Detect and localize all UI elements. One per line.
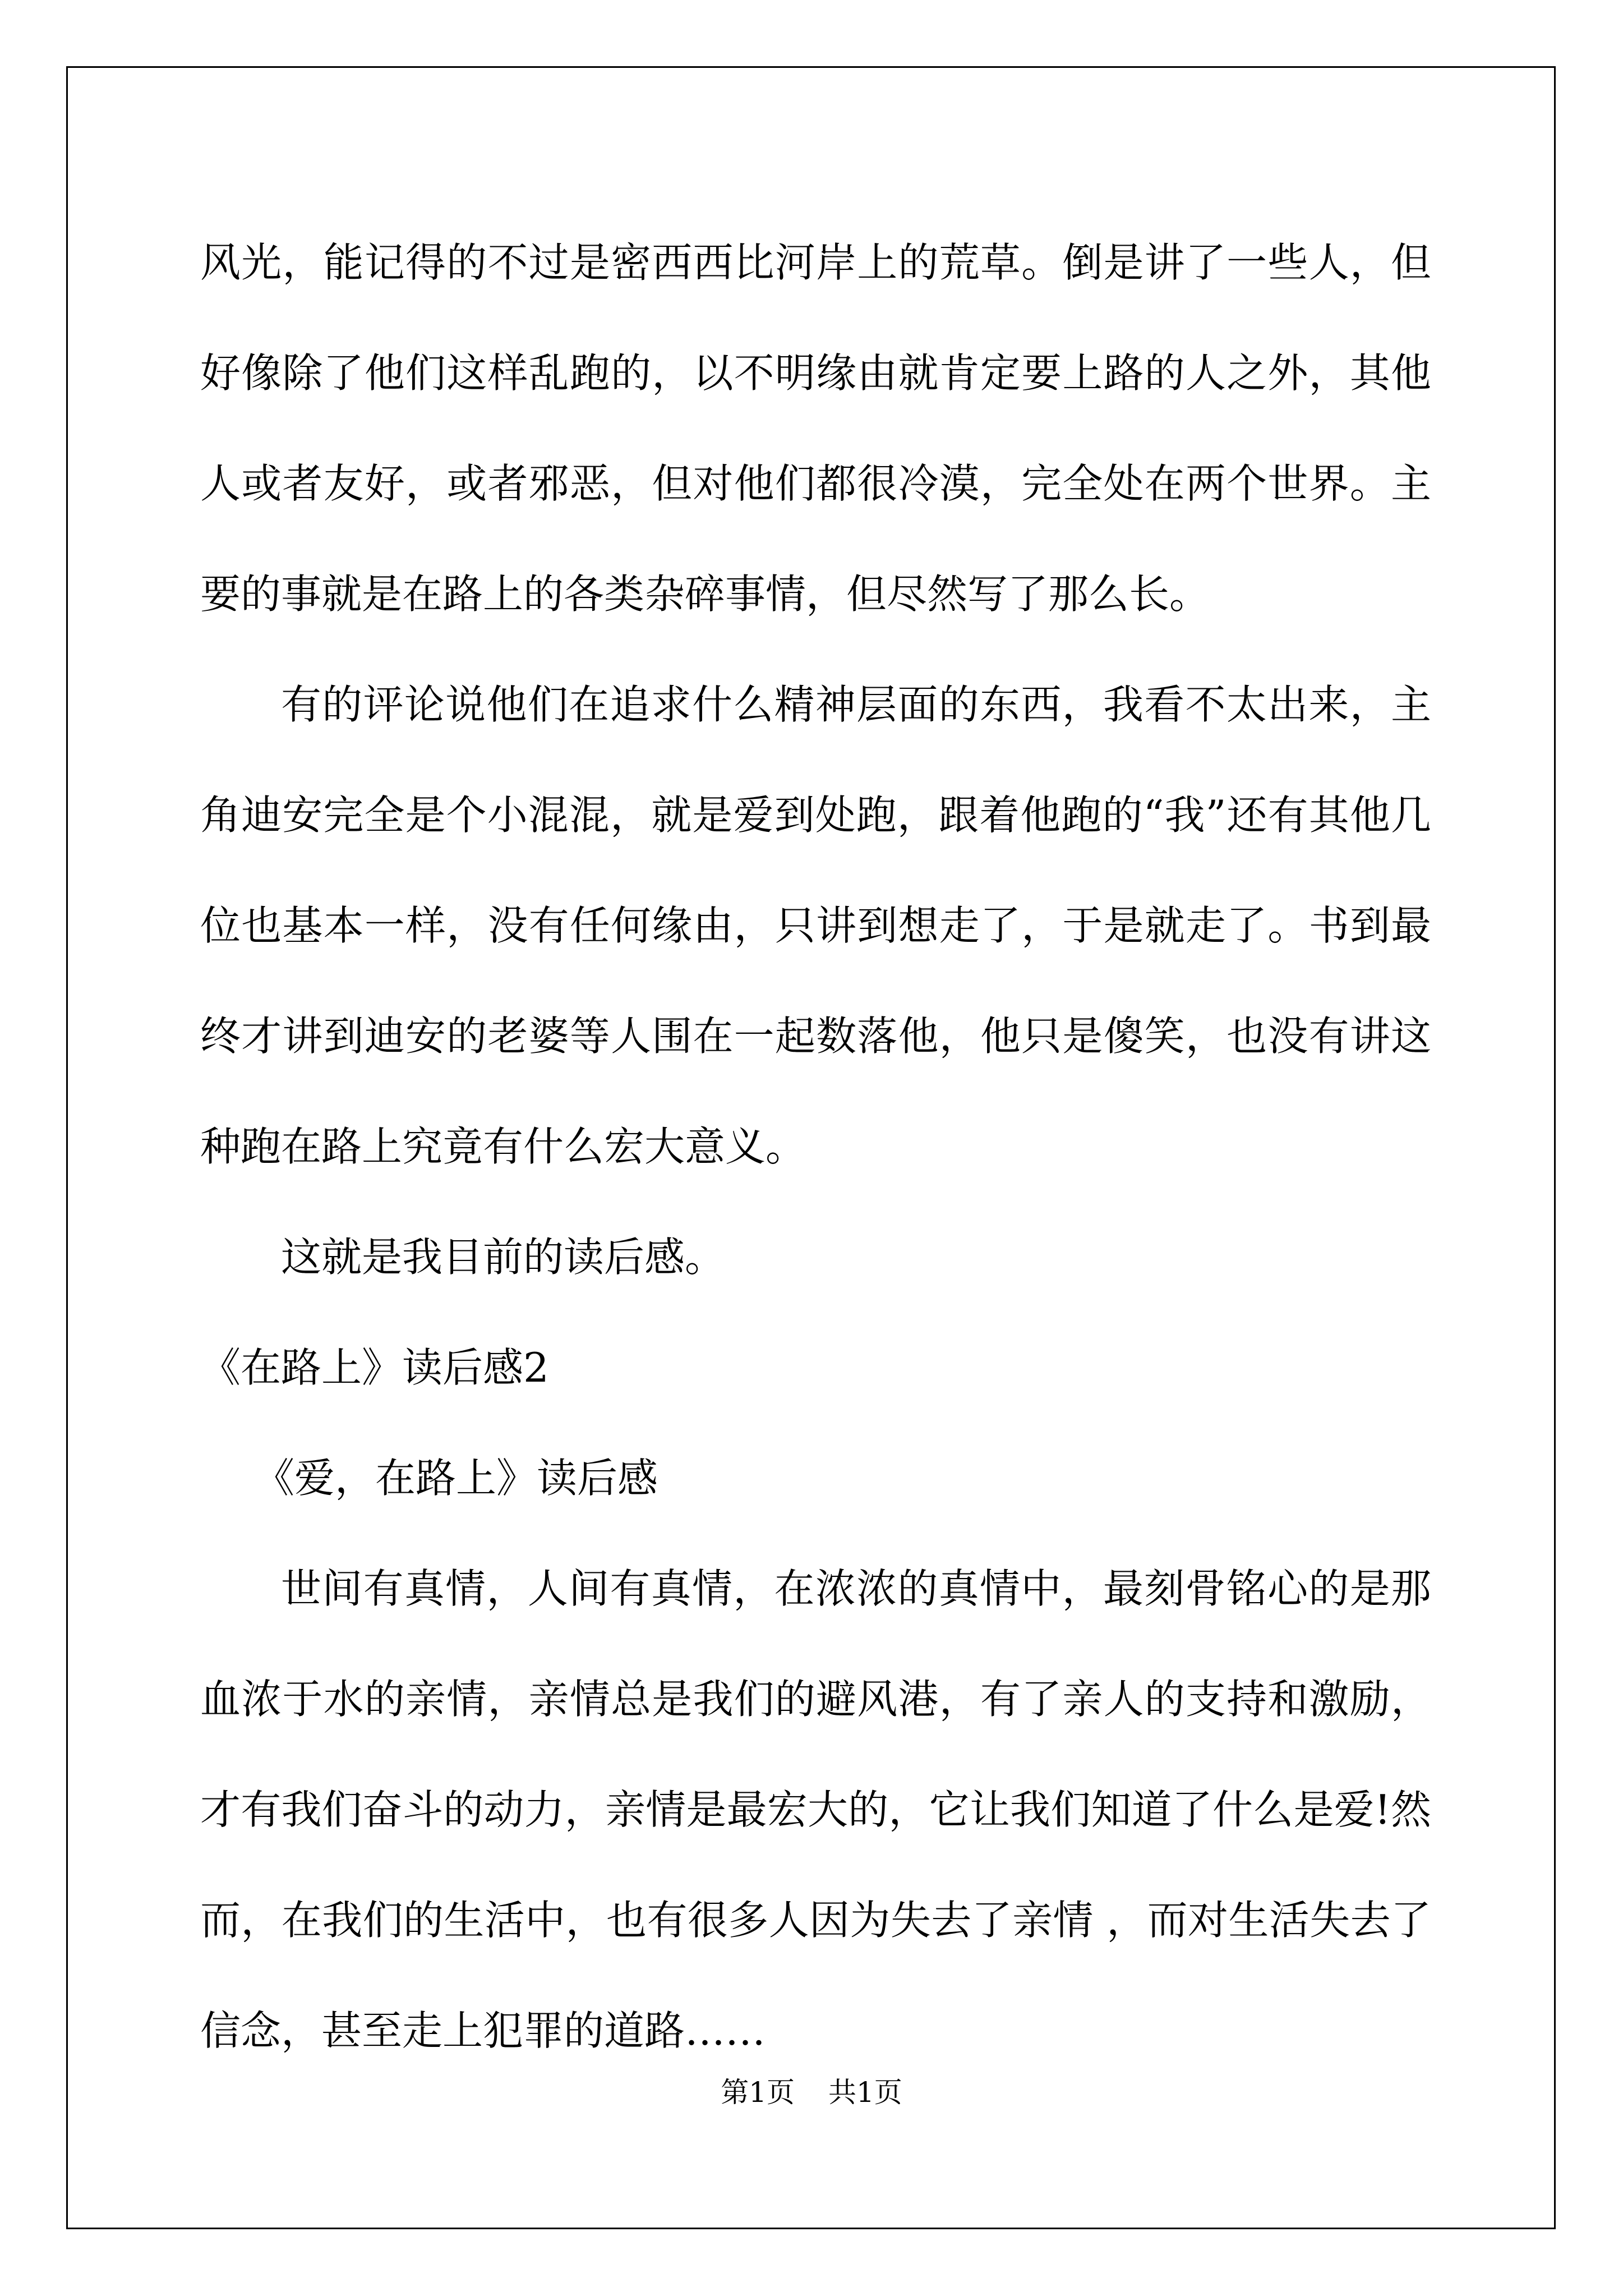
document-body [200,208,1431,2086]
paragraph-1: 风光，能记得的不过是密西西比河岸上的荒草。倒是讲了一些人，但好像除了他们这样乱跑的，以不明缘由就肯定要上路的人之外，其他人或者友好，或者邪恶，但对他们都很冷漠，完全处在两个世界。主要的事就是在路上的各类杂碎事情，但尽然写了那么长。 [200,239,1431,618]
page-number-current: 第1页 [721,2076,795,2109]
paragraph-2: 有的评论说他们在追求什么精神层面的东西，我看不太出来，主角迪安完全是个小混混，就是爱到处跑，跟着他跑的“我”还有其他几位也基本一样，没有任何缘由，只讲到想走了，于是就走了。书到最终才讲到迪安的老婆等人围在一起数落他，他只是傻笑，也没有讲这种跑在路上究竟有什么宏大意义。 [200,681,1431,1170]
page-footer [0,2076,1623,2109]
section-subheading: 《爱，在路上》读后感 [254,1455,658,1502]
paragraph-3: 这就是我目前的读后感。 [281,1234,726,1281]
page-number-total: 共1页 [828,2076,902,2109]
section-heading: 《在路上》读后感2 [200,1344,549,1391]
paragraph-4: 世间有真情，人间有真情，在浓浓的真情中，最刻骨铭心的是那血浓于水的亲情，亲情总是我们的避风港，有了亲人的支持和激励，才有我们奋斗的动力，亲情是最宏大的，它让我们知道了什么是爱!然而，在我们的生活中，也有很多人因为失去了亲情 ，而对生活失去了信念，甚至走上犯罪的道路…… [200,1565,1431,2054]
